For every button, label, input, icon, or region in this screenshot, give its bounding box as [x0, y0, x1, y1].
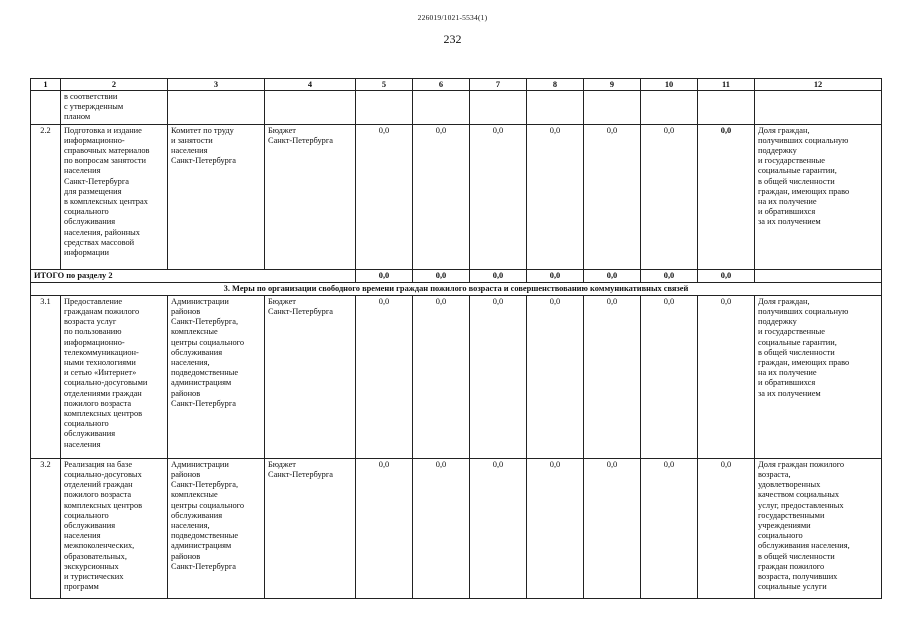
cell-value: [527, 91, 584, 125]
cell-value-col10: 0,0: [641, 124, 698, 269]
cell-value-col8: 0,0: [527, 458, 584, 598]
cell-value-col7: 0,0: [470, 295, 527, 458]
section-heading: 3. Меры по организации свободного времени граждан пожилого возраста и совершенствованию коммуникативных связей: [31, 282, 882, 295]
cell-value-col9: 0,0: [584, 458, 641, 598]
cell-value-col5: 0,0: [356, 295, 413, 458]
cell-value-col8: 0,0: [527, 124, 584, 269]
cell-indicator: Доля граждан пожилого возраста, удовлетворенных качеством социальных услуг, предоставленных государственными учреждениями социального обслуживания населения, в общей численности граждан пожилого возраста, получивших социальные услуги: [755, 458, 882, 598]
column-header: 12: [755, 79, 882, 91]
cell-indicator: [755, 91, 882, 125]
section-2-total-row: [31, 269, 882, 282]
cell-executor: Администрации районов Санкт-Петербурга, комплексные центры социального обслуживания населения, подведомственные администрациям районов Санкт-Петербурга: [168, 295, 265, 458]
column-header: 5: [356, 79, 413, 91]
cell-indicator: Доля граждан, получивших социальную поддержку и государственные социальные гарантии, в общей численности граждан, имеющих право на их получение и обратившихся за их получением: [755, 295, 882, 458]
cell-value-col7: 0,0: [470, 124, 527, 269]
cell-measure-name: в соответствии с утвержденным планом: [61, 91, 168, 125]
column-header: 2: [61, 79, 168, 91]
cell-source: [265, 91, 356, 125]
cell-value-col9: 0,0: [584, 295, 641, 458]
cell-value: [641, 91, 698, 125]
cell-executor: [168, 91, 265, 125]
cell-value-col6: 0,0: [413, 295, 470, 458]
cell-value: [470, 91, 527, 125]
total-value-col10: 0,0: [641, 269, 698, 282]
section-total-label: ИТОГО по разделу 2: [31, 269, 356, 282]
column-header: 1: [31, 79, 61, 91]
cell-value-col5: 0,0: [356, 458, 413, 598]
cell-executor: Комитет по труду и занятости населения Санкт-Петербурга: [168, 124, 265, 269]
page-number: 232: [443, 32, 462, 46]
column-header: 7: [470, 79, 527, 91]
cell-indicator: Доля граждан, получивших социальную поддержку и государственные социальные гарантии, в общей численности граждан, имеющих право на их получение и обратившихся за их получением: [755, 124, 882, 269]
total-value-col8: 0,0: [527, 269, 584, 282]
total-value-col6: 0,0: [413, 269, 470, 282]
document-registration-number: 226019/1021-5534(1): [417, 13, 488, 22]
cell-measure-name: Реализация на базе социально-досуговых отделений граждан пожилого возраста комплексных центров социального обслуживания населения межпоколенческих, образовательных, экскурсионных и туристических программ: [61, 458, 168, 598]
cell-executor: Администрации районов Санкт-Петербурга, комплексные центры социального обслуживания населения, подведомственные администрациям районов Санкт-Петербурга: [168, 458, 265, 598]
table-row-3-2: [31, 458, 882, 598]
cell-value: [413, 91, 470, 125]
cell-value-col10: 0,0: [641, 458, 698, 598]
column-number-header-row: [31, 79, 882, 91]
cell-value-col10: 0,0: [641, 295, 698, 458]
total-value-col11: 0,0: [698, 269, 755, 282]
cell-source: Бюджет Санкт-Петербурга: [265, 295, 356, 458]
cell-value: [356, 91, 413, 125]
table-row-continuation: [31, 91, 882, 125]
cell-value: [698, 91, 755, 125]
cell-measure-name: Предоставление гражданам пожилого возраста услуг по пользованию информационно- телекоммуникацион- ными технологиями и сетью «Интернет» социально-досуговыми отделениями граждан пожилого возраста комплексных центров социального обслуживания населения: [61, 295, 168, 458]
table-row-3-1: [31, 295, 882, 458]
cell-value-col5: 0,0: [356, 124, 413, 269]
section-3-heading-row: [31, 282, 882, 295]
cell-source: Бюджет Санкт-Петербурга: [265, 124, 356, 269]
cell-value-col6: 0,0: [413, 124, 470, 269]
cell-number: [31, 91, 61, 125]
program-measures-table: [30, 78, 882, 599]
column-header: 3: [168, 79, 265, 91]
cell-number: 2.2: [31, 124, 61, 269]
total-value-col7: 0,0: [470, 269, 527, 282]
cell-number: 3.2: [31, 458, 61, 598]
table-row-2-2: [31, 124, 882, 269]
cell-value-col9: 0,0: [584, 124, 641, 269]
column-header: 9: [584, 79, 641, 91]
cell-source: Бюджет Санкт-Петербурга: [265, 458, 356, 598]
total-value-col5: 0,0: [356, 269, 413, 282]
column-header: 6: [413, 79, 470, 91]
cell-value-col6: 0,0: [413, 458, 470, 598]
column-header: 4: [265, 79, 356, 91]
cell-value: [584, 91, 641, 125]
total-value-col9: 0,0: [584, 269, 641, 282]
column-header: 11: [698, 79, 755, 91]
cell-number: 3.1: [31, 295, 61, 458]
column-header: 8: [527, 79, 584, 91]
cell-value-col11: 0,0: [698, 458, 755, 598]
cell-value-col11: 0,0: [698, 124, 755, 269]
column-header: 10: [641, 79, 698, 91]
cell-measure-name: Подготовка и издание информационно- справочных материалов по вопросам занятости населения Санкт-Петербурга для размещения в комплексных центрах социального обслуживания населения, районных средствах массовой информации: [61, 124, 168, 269]
cell-indicator: [755, 269, 882, 282]
cell-value-col11: 0,0: [698, 295, 755, 458]
cell-value-col8: 0,0: [527, 295, 584, 458]
cell-value-col7: 0,0: [470, 458, 527, 598]
